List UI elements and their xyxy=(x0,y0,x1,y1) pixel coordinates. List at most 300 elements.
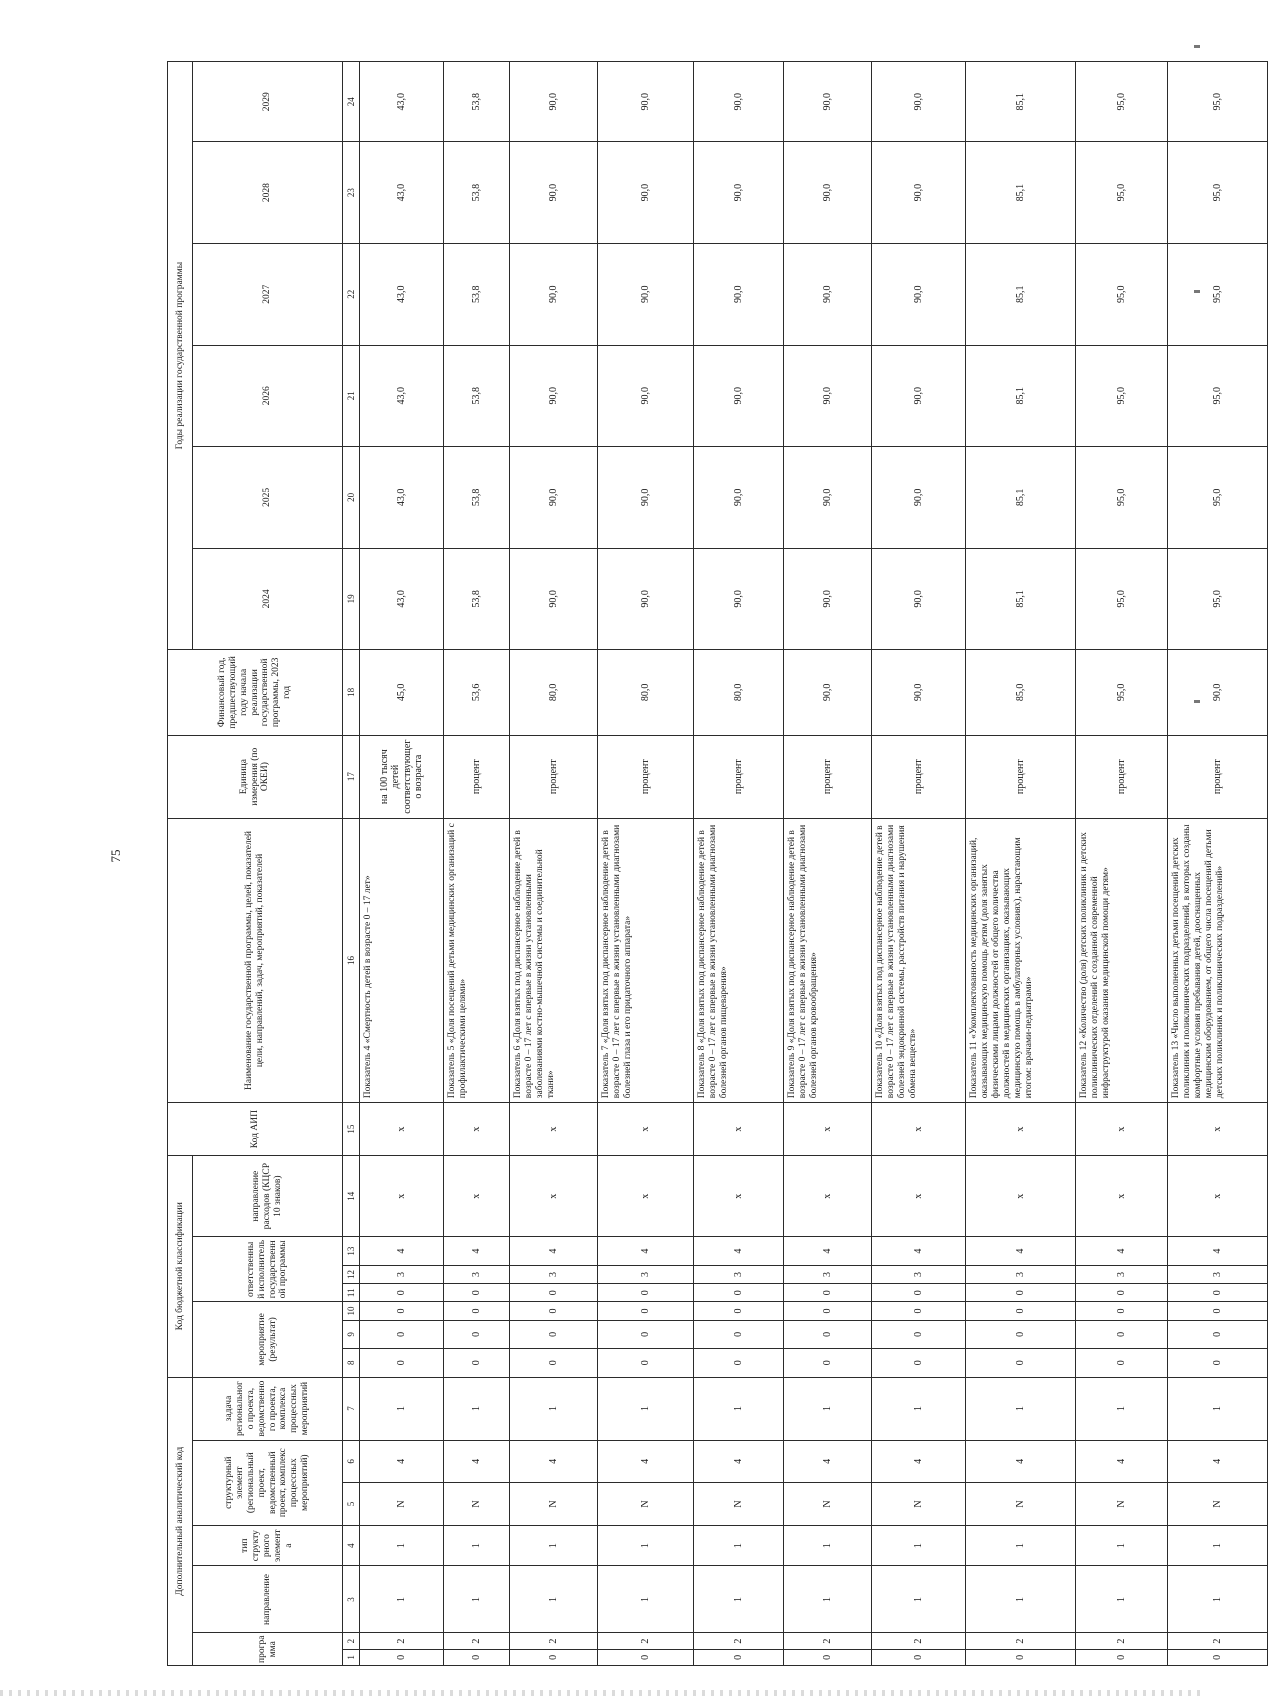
code-cell: 0 xyxy=(872,1302,966,1320)
year-value: 53,8 xyxy=(444,243,510,345)
code-cell: 0 xyxy=(510,1302,598,1320)
base-year-value: 80,0 xyxy=(598,650,694,735)
code-cell: 0 xyxy=(966,1320,1076,1348)
column-number: 1 xyxy=(343,1649,360,1665)
code-cell: 0 xyxy=(784,1320,872,1348)
code-cell: 0 xyxy=(598,1320,694,1348)
column-number: 15 xyxy=(343,1103,360,1156)
code-cell: x xyxy=(1076,1156,1168,1237)
indicator-name: Показатель 7 «Доля взятых под диспансерное наблюдение детей в возрасте 0 – 17 лет с впервые в жизни установленными диагнозами болезней глаза и его придаточного аппарата» xyxy=(598,818,694,1102)
year-value: 90,0 xyxy=(598,142,694,244)
year-value: 95,0 xyxy=(1168,447,1268,549)
rotated-table-wrapper xyxy=(167,61,1225,1666)
code-cell: N xyxy=(598,1483,694,1526)
unit-cell: процент xyxy=(966,735,1076,818)
year-value: 43,0 xyxy=(360,62,444,142)
code-cell: 0 xyxy=(694,1320,784,1348)
year-value: 95,0 xyxy=(1168,142,1268,244)
header-expense-direction: направление расходов (КЦСР 10 знаков) xyxy=(193,1156,343,1237)
code-cell: 0 xyxy=(1076,1649,1168,1665)
code-cell: 4 xyxy=(1076,1440,1168,1483)
code-cell: 0 xyxy=(872,1649,966,1665)
code-cell: x xyxy=(694,1156,784,1237)
indicator-name: Показатель 8 «Доля взятых под диспансерное наблюдение детей в возрасте 0 – 17 лет с впервые в жизни установленными диагнозами болезней органов пищеварения» xyxy=(694,818,784,1102)
code-cell: 1 xyxy=(1076,1525,1168,1566)
indicator-row xyxy=(1076,62,1168,1666)
column-number: 22 xyxy=(343,243,360,345)
code-cell: 0 xyxy=(872,1284,966,1302)
indicator-name: Показатель 13 «Число выполненных детьми посещений детских поликлиник и поликлинических подразделений, в которых созданы комфортные условия пребывания детей, дооснащенных медицинским оборудованием, от общего числа посещений детьми детских поликлиник и поликлинических подразделений» xyxy=(1168,818,1268,1102)
code-cell: 0 xyxy=(360,1320,444,1348)
year-value: 95,0 xyxy=(1076,142,1168,244)
column-number: 12 xyxy=(343,1265,360,1283)
code-cell: 1 xyxy=(872,1377,966,1440)
year-value: 90,0 xyxy=(872,62,966,142)
code-cell: 4 xyxy=(598,1440,694,1483)
year-value: 90,0 xyxy=(510,345,598,447)
year-value: 90,0 xyxy=(694,62,784,142)
column-number: 19 xyxy=(343,548,360,650)
header-struct-element: структурный элемент (региональный проект, ведомственный проект, комплекс процессных мероприятий) xyxy=(193,1440,343,1525)
year-value: 53,8 xyxy=(444,62,510,142)
unit-cell: на 100 тысяч детей соответствующего возраста xyxy=(360,735,444,818)
code-cell: x xyxy=(1168,1103,1268,1156)
code-cell: 1 xyxy=(598,1377,694,1440)
code-cell: 1 xyxy=(694,1566,784,1633)
column-number: 5 xyxy=(343,1483,360,1526)
scan-edge-mark xyxy=(1194,700,1200,703)
base-year-value: 90,0 xyxy=(872,650,966,735)
code-cell: 1 xyxy=(510,1566,598,1633)
code-cell: x xyxy=(510,1156,598,1237)
code-cell: x xyxy=(1076,1103,1168,1156)
code-cell: 4 xyxy=(872,1237,966,1265)
header-row-groups xyxy=(168,62,193,1666)
code-cell: 0 xyxy=(510,1349,598,1377)
code-cell: 2 xyxy=(694,1633,784,1649)
header-budget-code: Код бюджетной классификации xyxy=(168,1156,193,1378)
code-cell: 0 xyxy=(966,1302,1076,1320)
code-cell: x xyxy=(784,1103,872,1156)
year-value: 90,0 xyxy=(510,447,598,549)
code-cell: 3 xyxy=(444,1265,510,1283)
code-cell: 0 xyxy=(444,1320,510,1348)
code-cell: 4 xyxy=(360,1440,444,1483)
code-cell: 1 xyxy=(966,1525,1076,1566)
column-number: 10 xyxy=(343,1302,360,1320)
header-year-2025: 2025 xyxy=(193,447,343,549)
code-cell: x xyxy=(872,1103,966,1156)
year-value: 90,0 xyxy=(598,447,694,549)
code-cell: 4 xyxy=(510,1237,598,1265)
base-year-value: 90,0 xyxy=(1168,650,1268,735)
code-cell: 4 xyxy=(784,1237,872,1265)
year-value: 95,0 xyxy=(1168,345,1268,447)
year-value: 90,0 xyxy=(510,142,598,244)
indicator-row xyxy=(784,62,872,1666)
base-year-value: 85,0 xyxy=(966,650,1076,735)
year-value: 85,1 xyxy=(966,548,1076,650)
header-program: программа xyxy=(193,1633,343,1666)
column-number: 18 xyxy=(343,650,360,735)
code-cell: 1 xyxy=(694,1377,784,1440)
indicator-name: Показатель 11 «Укомплектованность медицинских организаций, оказывающих медицинскую помощь детям (доля занятых физическими лицами должностей от общего количества должностей в медицинских организациях, оказывающих медицинскую помощь в амбулаторных условиях), нарастающим итогом: врачами-педиатрами» xyxy=(966,818,1076,1102)
base-year-value: 80,0 xyxy=(510,650,598,735)
indicator-row xyxy=(966,62,1076,1666)
code-cell: 1 xyxy=(784,1566,872,1633)
table-body xyxy=(360,62,1268,1666)
code-cell: 2 xyxy=(444,1633,510,1649)
code-cell: 0 xyxy=(598,1302,694,1320)
unit-cell: процент xyxy=(784,735,872,818)
indicator-row xyxy=(510,62,598,1666)
code-cell: x xyxy=(444,1103,510,1156)
code-cell: 1 xyxy=(1168,1525,1268,1566)
year-value: 95,0 xyxy=(1168,548,1268,650)
year-value: 90,0 xyxy=(872,345,966,447)
code-cell: x xyxy=(872,1156,966,1237)
header-year-2026: 2026 xyxy=(193,345,343,447)
year-value: 90,0 xyxy=(598,62,694,142)
code-cell: 0 xyxy=(872,1349,966,1377)
header-year-2024: 2024 xyxy=(193,548,343,650)
code-cell: 3 xyxy=(1076,1265,1168,1283)
code-cell: 1 xyxy=(784,1525,872,1566)
year-value: 85,1 xyxy=(966,345,1076,447)
year-value: 90,0 xyxy=(784,142,872,244)
code-cell: 0 xyxy=(1168,1320,1268,1348)
year-value: 43,0 xyxy=(360,142,444,244)
page-number: 75 xyxy=(108,849,123,863)
year-value: 53,8 xyxy=(444,142,510,244)
column-number: 16 xyxy=(343,818,360,1102)
year-value: 85,1 xyxy=(966,447,1076,549)
header-additional-code: Дополнительный аналитический код xyxy=(168,1377,193,1665)
code-cell: 1 xyxy=(966,1377,1076,1440)
indicator-row xyxy=(360,62,444,1666)
year-value: 90,0 xyxy=(784,345,872,447)
year-value: 43,0 xyxy=(360,243,444,345)
year-value: 90,0 xyxy=(784,447,872,549)
code-cell: 0 xyxy=(784,1349,872,1377)
code-cell: 4 xyxy=(360,1237,444,1265)
year-value: 53,8 xyxy=(444,447,510,549)
year-value: 90,0 xyxy=(598,243,694,345)
code-cell: 0 xyxy=(784,1649,872,1665)
code-cell: 1 xyxy=(444,1525,510,1566)
code-cell: 0 xyxy=(872,1320,966,1348)
year-value: 85,1 xyxy=(966,243,1076,345)
column-number: 6 xyxy=(343,1440,360,1483)
code-cell: 1 xyxy=(444,1566,510,1633)
code-cell: 0 xyxy=(444,1349,510,1377)
code-cell: 4 xyxy=(872,1440,966,1483)
year-value: 95,0 xyxy=(1168,243,1268,345)
code-cell: N xyxy=(444,1483,510,1526)
code-cell: x xyxy=(510,1103,598,1156)
indicator-row xyxy=(1168,62,1268,1666)
indicator-row xyxy=(872,62,966,1666)
year-value: 90,0 xyxy=(784,62,872,142)
code-cell: 0 xyxy=(360,1349,444,1377)
code-cell: x xyxy=(598,1156,694,1237)
indicator-name: Показатель 6 «Доля взятых под диспансерное наблюдение детей в возрасте 0 – 17 лет с впервые в жизни установленными заболеваниями костно-мышечной системы и соединительной ткани» xyxy=(510,818,598,1102)
code-cell: 4 xyxy=(1168,1440,1268,1483)
code-cell: 4 xyxy=(444,1237,510,1265)
code-cell: 2 xyxy=(598,1633,694,1649)
code-cell: 0 xyxy=(598,1649,694,1665)
indicator-row xyxy=(444,62,510,1666)
code-cell: 0 xyxy=(598,1284,694,1302)
code-cell: 0 xyxy=(1076,1349,1168,1377)
code-cell: 0 xyxy=(1076,1284,1168,1302)
column-number: 2 xyxy=(343,1633,360,1649)
code-cell: 3 xyxy=(694,1265,784,1283)
year-value: 85,1 xyxy=(966,62,1076,142)
code-cell: 4 xyxy=(694,1440,784,1483)
year-value: 90,0 xyxy=(872,548,966,650)
code-cell: 3 xyxy=(1168,1265,1268,1283)
column-number: 4 xyxy=(343,1525,360,1566)
unit-cell: процент xyxy=(510,735,598,818)
column-number: 20 xyxy=(343,447,360,549)
indicator-row xyxy=(694,62,784,1666)
code-cell: 4 xyxy=(784,1440,872,1483)
code-cell: 0 xyxy=(360,1284,444,1302)
code-cell: x xyxy=(694,1103,784,1156)
code-cell: 0 xyxy=(1168,1302,1268,1320)
code-cell: N xyxy=(1076,1483,1168,1526)
code-cell: 2 xyxy=(360,1633,444,1649)
code-cell: N xyxy=(784,1483,872,1526)
code-cell: 3 xyxy=(598,1265,694,1283)
code-cell: N xyxy=(510,1483,598,1526)
header-base-year: Финансовый год, предшествующий году начала реализации государственной программы, 2023 год xyxy=(168,650,343,735)
code-cell: 1 xyxy=(360,1566,444,1633)
year-value: 90,0 xyxy=(872,243,966,345)
code-cell: 2 xyxy=(1168,1633,1268,1649)
code-cell: 0 xyxy=(1168,1284,1268,1302)
code-cell: 0 xyxy=(1076,1302,1168,1320)
code-cell: 0 xyxy=(360,1302,444,1320)
unit-cell: процент xyxy=(444,735,510,818)
base-year-value: 53,6 xyxy=(444,650,510,735)
code-cell: 2 xyxy=(784,1633,872,1649)
code-cell: 1 xyxy=(784,1377,872,1440)
code-cell: x xyxy=(360,1103,444,1156)
year-value: 90,0 xyxy=(694,142,784,244)
header-aip-code: Код АИП xyxy=(168,1103,343,1156)
code-cell: N xyxy=(694,1483,784,1526)
code-cell: 2 xyxy=(872,1633,966,1649)
code-cell: 0 xyxy=(784,1284,872,1302)
unit-cell: процент xyxy=(694,735,784,818)
code-cell: 4 xyxy=(598,1237,694,1265)
code-cell: 0 xyxy=(510,1284,598,1302)
program-indicators-table xyxy=(167,61,1268,1666)
code-cell: 3 xyxy=(510,1265,598,1283)
code-cell: 0 xyxy=(694,1349,784,1377)
base-year-value: 45,0 xyxy=(360,650,444,735)
code-cell: 1 xyxy=(966,1566,1076,1633)
code-cell: 0 xyxy=(694,1284,784,1302)
indicator-name: Показатель 12 «Количество (доля) детских поликлиник и детских поликлинических отделений с созданной современной инфраструктурой оказания медицинской помощи детям» xyxy=(1076,818,1168,1102)
code-cell: x xyxy=(1168,1156,1268,1237)
code-cell: 0 xyxy=(694,1302,784,1320)
column-number: 8 xyxy=(343,1349,360,1377)
code-cell: 4 xyxy=(966,1237,1076,1265)
header-task: задача регионального проекта, ведомственного проекта, комплекса процессных мероприятий xyxy=(193,1377,343,1440)
code-cell: N xyxy=(1168,1483,1268,1526)
code-cell: 0 xyxy=(966,1349,1076,1377)
year-value: 90,0 xyxy=(598,345,694,447)
code-cell: 1 xyxy=(872,1566,966,1633)
year-value: 85,1 xyxy=(966,142,1076,244)
code-cell: x xyxy=(598,1103,694,1156)
code-cell: x xyxy=(444,1156,510,1237)
scan-edge-marks xyxy=(0,1690,1200,1696)
indicator-name: Показатель 4 «Смертность детей в возрасте 0 – 17 лет» xyxy=(360,818,444,1102)
code-cell: 0 xyxy=(966,1284,1076,1302)
code-cell: x xyxy=(784,1156,872,1237)
year-value: 90,0 xyxy=(510,548,598,650)
code-cell: 0 xyxy=(444,1302,510,1320)
code-cell: 2 xyxy=(1076,1633,1168,1649)
code-cell: 1 xyxy=(510,1525,598,1566)
year-value: 43,0 xyxy=(360,548,444,650)
column-number: 24 xyxy=(343,62,360,142)
base-year-value: 90,0 xyxy=(784,650,872,735)
header-unit: Единица измерения (по ОКЕИ) xyxy=(168,735,343,818)
year-value: 90,0 xyxy=(872,447,966,549)
code-cell: N xyxy=(360,1483,444,1526)
header-year-2027: 2027 xyxy=(193,243,343,345)
column-number: 21 xyxy=(343,345,360,447)
unit-cell: процент xyxy=(598,735,694,818)
year-value: 90,0 xyxy=(510,62,598,142)
code-cell: 1 xyxy=(1168,1566,1268,1633)
year-value: 90,0 xyxy=(784,243,872,345)
code-cell: 4 xyxy=(444,1440,510,1483)
code-cell: 1 xyxy=(872,1525,966,1566)
code-cell: 0 xyxy=(784,1302,872,1320)
code-cell: 1 xyxy=(598,1566,694,1633)
code-cell: 1 xyxy=(360,1525,444,1566)
code-cell: 1 xyxy=(1168,1377,1268,1440)
indicator-name: Показатель 5 «Доля посещений детьми медицинских организаций с профилактическими целями» xyxy=(444,818,510,1102)
code-cell: 1 xyxy=(360,1377,444,1440)
code-cell: 0 xyxy=(1168,1649,1268,1665)
column-number: 14 xyxy=(343,1156,360,1237)
code-cell: 0 xyxy=(360,1649,444,1665)
column-number: 23 xyxy=(343,142,360,244)
year-value: 95,0 xyxy=(1076,62,1168,142)
base-year-value: 80,0 xyxy=(694,650,784,735)
header-executor: ответственный исполнитель государственной программы xyxy=(193,1237,343,1302)
column-number-row xyxy=(343,62,360,1666)
year-value: 43,0 xyxy=(360,345,444,447)
header-years-group: Годы реализации государственной программы xyxy=(168,62,193,650)
code-cell: 4 xyxy=(1168,1237,1268,1265)
header-event: мероприятие (результат) xyxy=(193,1302,343,1377)
scan-edge-mark xyxy=(1194,290,1200,293)
code-cell: N xyxy=(966,1483,1076,1526)
code-cell: 4 xyxy=(966,1440,1076,1483)
base-year-value: 95,0 xyxy=(1076,650,1168,735)
code-cell: 1 xyxy=(444,1377,510,1440)
code-cell: x xyxy=(966,1103,1076,1156)
indicator-row xyxy=(598,62,694,1666)
year-value: 90,0 xyxy=(872,142,966,244)
code-cell: 4 xyxy=(694,1237,784,1265)
year-value: 53,8 xyxy=(444,548,510,650)
year-value: 90,0 xyxy=(694,447,784,549)
code-cell: 1 xyxy=(598,1525,694,1566)
code-cell: 0 xyxy=(694,1649,784,1665)
column-number: 3 xyxy=(343,1566,360,1633)
code-cell: N xyxy=(872,1483,966,1526)
unit-cell: процент xyxy=(872,735,966,818)
column-number: 13 xyxy=(343,1237,360,1265)
indicator-name: Показатель 10 «Доля взятых под диспансерное наблюдение детей в возрасте 0 – 17 лет с впервые в жизни установленными диагнозами болезней эндокринной системы, расстройств питания и нарушения обмена веществ» xyxy=(872,818,966,1102)
code-cell: 1 xyxy=(510,1377,598,1440)
header-year-2028: 2028 xyxy=(193,142,343,244)
unit-cell: процент xyxy=(1076,735,1168,818)
indicator-name: Показатель 9 «Доля взятых под диспансерное наблюдение детей в возрасте 0 – 17 лет с впервые в жизни установленными диагнозами болезней органов кровообращения» xyxy=(784,818,872,1102)
code-cell: 4 xyxy=(1076,1237,1168,1265)
header-year-2029: 2029 xyxy=(193,62,343,142)
year-value: 90,0 xyxy=(598,548,694,650)
column-number: 11 xyxy=(343,1284,360,1302)
code-cell: 0 xyxy=(510,1320,598,1348)
column-number: 9 xyxy=(343,1320,360,1348)
code-cell: 1 xyxy=(1076,1566,1168,1633)
unit-cell: процент xyxy=(1168,735,1268,818)
year-value: 95,0 xyxy=(1168,62,1268,142)
year-value: 90,0 xyxy=(694,345,784,447)
year-value: 90,0 xyxy=(694,243,784,345)
code-cell: 0 xyxy=(1076,1320,1168,1348)
year-value: 95,0 xyxy=(1076,548,1168,650)
code-cell: 3 xyxy=(872,1265,966,1283)
code-cell: x xyxy=(966,1156,1076,1237)
header-name: Наименование государственной программы, целей, показателей цели, направлений, задач, мероприятий, показателей xyxy=(168,818,343,1102)
code-cell: x xyxy=(360,1156,444,1237)
code-cell: 1 xyxy=(694,1525,784,1566)
year-value: 90,0 xyxy=(694,548,784,650)
code-cell: 0 xyxy=(510,1649,598,1665)
code-cell: 3 xyxy=(784,1265,872,1283)
code-cell: 4 xyxy=(510,1440,598,1483)
header-struct-type: тип структурного элемента xyxy=(193,1525,343,1566)
code-cell: 3 xyxy=(966,1265,1076,1283)
code-cell: 1 xyxy=(1076,1377,1168,1440)
code-cell: 0 xyxy=(966,1649,1076,1665)
code-cell: 0 xyxy=(444,1284,510,1302)
code-cell: 0 xyxy=(598,1349,694,1377)
year-value: 95,0 xyxy=(1076,243,1168,345)
code-cell: 2 xyxy=(966,1633,1076,1649)
year-value: 90,0 xyxy=(510,243,598,345)
column-number: 17 xyxy=(343,735,360,818)
scan-edge-mark xyxy=(1194,45,1200,48)
column-number: 7 xyxy=(343,1377,360,1440)
year-value: 43,0 xyxy=(360,447,444,549)
code-cell: 0 xyxy=(444,1649,510,1665)
code-cell: 0 xyxy=(1168,1349,1268,1377)
year-value: 53,8 xyxy=(444,345,510,447)
year-value: 90,0 xyxy=(784,548,872,650)
